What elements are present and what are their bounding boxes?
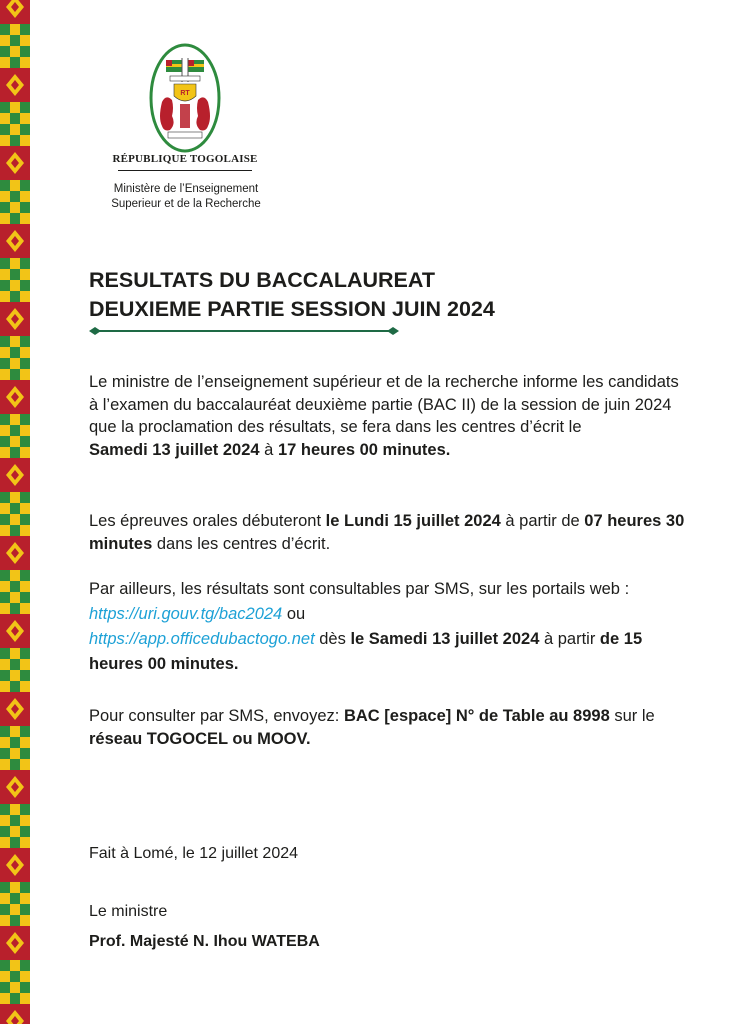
header-rule	[118, 170, 252, 171]
sms-text-2: sur le	[609, 707, 655, 725]
online-results-paragraph	[89, 577, 689, 677]
oral-exams-paragraph	[89, 510, 689, 555]
ministry-line-1: Ministère de l’Enseignement	[113, 183, 259, 195]
oral-text-1: Les épreuves orales débuteront	[89, 512, 326, 530]
online-text-4: à partir	[539, 630, 600, 648]
title-line-2: DEUXIEME PARTIE SESSION JUIN 2024	[89, 297, 495, 321]
proclamation-date: Samedi 13 juillet 2024	[89, 440, 260, 459]
ministry-line-2: Superieur et de la Recherche	[111, 197, 261, 210]
oral-time: 07 heures 30 minutes	[89, 512, 685, 553]
sms-instructions-paragraph	[89, 705, 689, 750]
oral-text-3: dans les centres d’écrit.	[152, 534, 331, 553]
online-text-3: dès	[314, 630, 351, 648]
signatory-role: Le ministre	[89, 903, 168, 920]
title-divider	[89, 325, 399, 337]
oral-text-2: à partir de	[500, 512, 585, 530]
proclamation-connector: à	[259, 440, 278, 459]
proclamation-time: 17 heures 00 minutes.	[277, 440, 451, 459]
sms-networks: réseau TOGOCEL ou MOOV.	[89, 729, 311, 748]
signatory-name: Prof. Majesté N. Ihou WATEBA	[89, 933, 320, 950]
oral-date: le Lundi 15 juillet 2024	[325, 512, 501, 530]
online-text-2: ou	[282, 605, 306, 623]
border-pattern	[0, 0, 30, 1024]
document-title	[89, 266, 495, 324]
online-text-1: Par ailleurs, les résultats sont consultables par SMS, sur les portails web :	[89, 580, 630, 598]
decorative-border	[0, 0, 30, 1024]
sms-code: BAC [espace] N° de Table au 8998	[343, 707, 610, 725]
online-date: le Samedi 13 juillet 2024	[350, 630, 540, 648]
gov-portal-link[interactable]: https://uri.gouv.tg/bac2024	[89, 605, 283, 623]
coat-of-arms-emblem	[148, 42, 222, 154]
crest-initials: RT	[180, 90, 190, 97]
online-time: de 15 heures 00 minutes.	[89, 630, 643, 673]
place-date-line: Fait à Lomé, le 12 juillet 2024	[89, 845, 299, 862]
ministry-name	[96, 182, 276, 211]
country-name: RÉPUBLIQUE TOGOLAISE	[112, 153, 258, 165]
title-line-1: RESULTATS DU BACCALAUREAT	[89, 268, 435, 292]
office-bac-link[interactable]: https://app.officedubactogo.net	[89, 630, 315, 648]
announcement-text: Le ministre de l’enseignement supérieur et de la recherche informe les candidats à l’examen du baccalauréat deuxième partie (BAC II) de la session de juin 2024 que la proclamation des résultats, se fera dans les centres d’écrit le	[89, 373, 679, 436]
announcement-paragraph	[89, 371, 689, 461]
sms-text-1: Pour consulter par SMS, envoyez:	[89, 707, 344, 725]
